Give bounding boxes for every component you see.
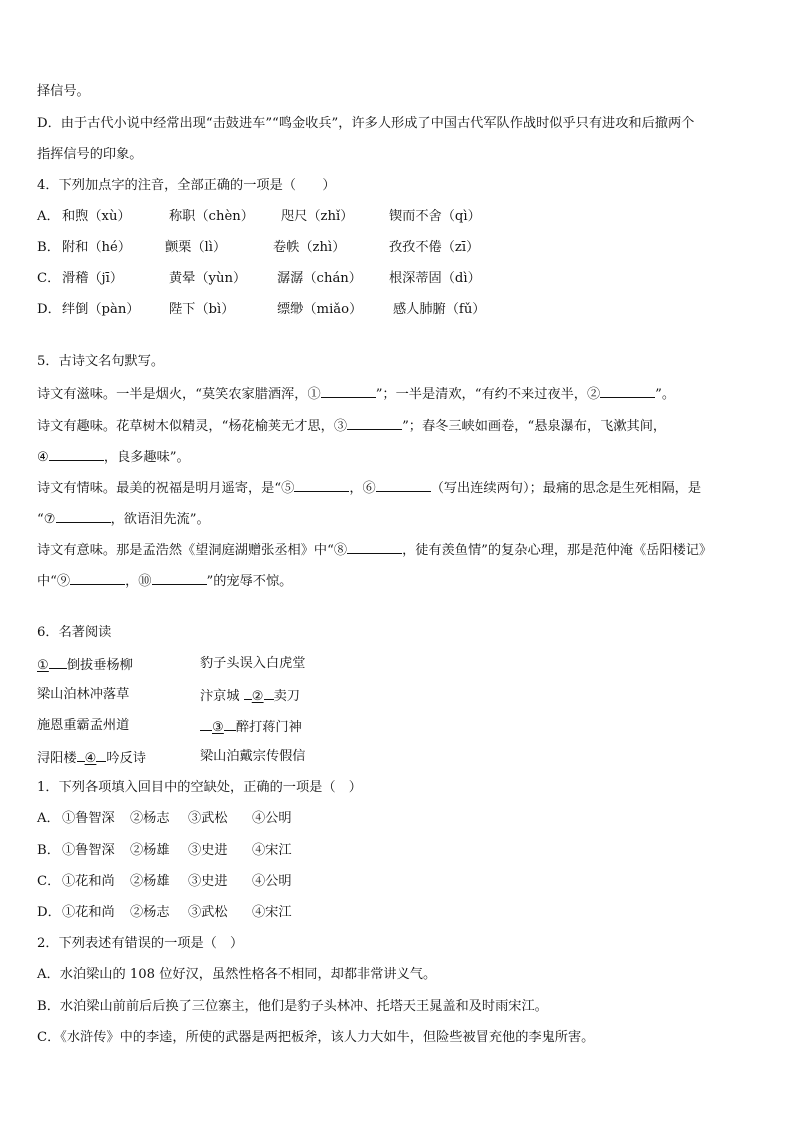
q5-paragraph-2 (37, 416, 666, 436)
answer-blank-6[interactable] (376, 478, 431, 492)
q5-text: 诗文有滋味。一半是烟火，“莫笑农家腊酒浑，① (37, 387, 321, 402)
chapter-title-5: 施恩重霸孟州道 (37, 718, 130, 733)
chapter-text: 汴京城 (200, 689, 244, 704)
answer-blank-10[interactable] (152, 571, 207, 585)
q5-text: ”；春冬三峡如画卷，“悬泉瀑布，飞漱其间， (402, 419, 667, 434)
underline-gap (244, 686, 252, 700)
q4-opt-label: A． (37, 209, 60, 224)
q6-sub2-stem: 2．下列表述有错误的一项是（ ） (37, 936, 244, 951)
q4-opt-c3: 缥缈（miǎo） (277, 302, 363, 317)
answer-blank-1[interactable] (321, 384, 376, 398)
chapter-title-8: 梁山泊戴宗传假信 (200, 749, 306, 764)
q4-opt-c4: 感人肺腑（fǔ） (393, 302, 486, 317)
opt-item: ④公明 (252, 811, 292, 826)
chapter-title-6 (200, 717, 302, 737)
q4-opt-c3: 潺潺（chán） (277, 271, 362, 286)
opt-item: ①花和尚 (62, 905, 115, 920)
q4-opt-c1: 和煦（xù） (62, 209, 131, 224)
q4-opt-label: D． (37, 302, 61, 317)
opt-item: ④公明 (252, 874, 292, 889)
q5-text: ，良多趣味”。 (103, 450, 190, 465)
chapter-title-2: 豹子头误入白虎堂 (200, 656, 306, 671)
q5-stem: 5．古诗文名句默写。 (37, 354, 165, 369)
q4-opt-c2: 黄晕（yùn） (169, 271, 247, 286)
answer-blank-9[interactable] (70, 571, 125, 585)
q5-paragraph-6 (37, 540, 712, 560)
chapter-text: 浔阳楼 (37, 751, 77, 766)
opt-item: ②杨志 (130, 811, 170, 826)
q4-opt-c2: 称职（chèn） (169, 209, 254, 224)
opt-label: B． (37, 843, 60, 858)
underline-gap (224, 717, 236, 731)
chapter-title-7 (37, 748, 146, 768)
answer-blank-4[interactable] (49, 447, 104, 461)
q4-opt-c4: 孜孜不倦（zī） (389, 240, 480, 255)
q5-text: ，欲语泪先流”。 (110, 512, 210, 527)
chapter-text: 吟反诗 (106, 751, 146, 766)
underline-gap (49, 655, 67, 669)
opt-item: ③武松 (188, 811, 228, 826)
q5-text: “⑦ (37, 512, 56, 527)
answer-blank-8[interactable] (347, 540, 402, 554)
opt-item: ③武松 (188, 905, 228, 920)
opt-item: ④宋江 (252, 843, 292, 858)
q4-opt-c1: 滑稽（jī） (62, 271, 124, 286)
blank-marker-4: ④ (84, 751, 97, 766)
q5-text: ”的宠辱不惊。 (206, 574, 293, 589)
answer-blank-2[interactable] (600, 384, 655, 398)
q5-text: 中“⑨ (37, 574, 71, 589)
q3-option-d-line2: 指挥信号的印象。 (37, 147, 143, 162)
chapter-text: 醉打蒋门神 (235, 720, 302, 735)
q4-stem: 4．下列加点字的注音，全部正确的一项是（ ） (37, 178, 336, 193)
underline-gap (200, 717, 212, 731)
q4-opt-c1: 附和（hé） (62, 240, 132, 255)
q6-sub2-option-b: B．水泊梁山前前后后换了三位寨主，他们是豹子头林冲、托塔天王晁盖和及时雨宋江。 (37, 999, 548, 1014)
underline-gap (77, 748, 85, 762)
answer-blank-5[interactable] (294, 478, 349, 492)
q6-sub1-stem: 1．下列各项填入回目中的空缺处，正确的一项是（ ） (37, 780, 362, 795)
q4-opt-label: B． (37, 240, 60, 255)
opt-item: ①花和尚 (62, 874, 115, 889)
blank-marker-1: ① (37, 658, 49, 673)
blank-marker-2: ② (251, 689, 264, 704)
opt-item: ③史进 (188, 843, 228, 858)
q3-option-d-line1: D．由于古代小说中经常出现“击鼓进车”“鸣金收兵”，许多人形成了中国古代军队作战时似乎只有进攻和后撤两个 (37, 116, 695, 131)
q4-opt-label: C． (37, 271, 61, 286)
q5-text: ”；一半是清欢，“有约不来过夜半，② (375, 387, 601, 402)
q5-paragraph-4 (37, 478, 701, 498)
q5-text: ，徒有羡鱼情”的复杂心理，那是范仲淹《岳阳楼记》 (402, 543, 713, 558)
q5-paragraph-7 (37, 571, 292, 591)
opt-label: C． (37, 874, 61, 889)
q5-text: （写出连续两句）；最痛的思念是生死相隔，是 (430, 481, 702, 496)
chapter-title-4 (200, 686, 300, 706)
chapter-title-3: 梁山泊林冲落草 (37, 687, 130, 702)
opt-label: D． (37, 905, 61, 920)
q3-tail-line: 择信号。 (37, 84, 90, 99)
q4-opt-c3: 卷帙（zhì） (273, 240, 346, 255)
opt-item: ②杨雄 (130, 874, 170, 889)
chapter-text: 卖刀 (273, 689, 300, 704)
chapter-title-1 (37, 655, 133, 675)
q6-sub2-option-c: C．《水浒传》中的李逵，所使的武器是两把板斧，该人力大如牛，但险些被冒充他的李鬼所害。 (37, 1030, 595, 1045)
answer-blank-3[interactable] (347, 416, 402, 430)
chapter-text: 倒拔垂杨柳 (66, 658, 133, 673)
underline-gap (96, 748, 106, 762)
opt-item: ④宋江 (252, 905, 292, 920)
q5-paragraph-5 (37, 509, 210, 529)
q5-text: ，⑩ (125, 574, 152, 589)
q6-sub2-option-a: A．水泊梁山的 108 位好汉，虽然性格各不相同，却都非常讲义气。 (37, 967, 437, 982)
q6-stem: 6．名著阅读 (37, 625, 112, 640)
blank-marker-3: ③ (212, 720, 224, 735)
q4-opt-c2: 陛下（bì） (169, 302, 235, 317)
q5-text: 诗文有趣味。花草树木似精灵，“杨花榆荚无才思，③ (37, 419, 348, 434)
opt-item: ③史进 (188, 874, 228, 889)
answer-blank-7[interactable] (56, 509, 111, 523)
q5-text: ”。 (655, 387, 676, 402)
opt-item: ②杨雄 (130, 843, 170, 858)
q4-opt-c4: 锲而不舍（qì） (389, 209, 481, 224)
q5-text: ④ (37, 450, 49, 465)
opt-item: ②杨志 (130, 905, 170, 920)
q5-text: ，⑥ (349, 481, 376, 496)
q5-text: 诗文有情味。最美的祝福是明月遥寄，是“⑤ (37, 481, 295, 496)
q4-opt-c3: 咫尺（zhǐ） (281, 209, 354, 224)
opt-item: ①鲁智深 (62, 811, 115, 826)
underline-gap (264, 686, 274, 700)
q4-opt-c2: 颤栗（lì） (165, 240, 227, 255)
opt-item: ①鲁智深 (62, 843, 115, 858)
opt-label: A． (37, 811, 60, 826)
q4-opt-c4: 根深蒂固（dì） (389, 271, 481, 286)
q4-opt-c1: 绊倒（pàn） (62, 302, 140, 317)
q5-paragraph-3 (37, 447, 190, 467)
q5-paragraph-1 (37, 384, 675, 404)
q5-text: 诗文有意味。那是孟浩然《望洞庭湖赠张丞相》中“⑧ (37, 543, 348, 558)
